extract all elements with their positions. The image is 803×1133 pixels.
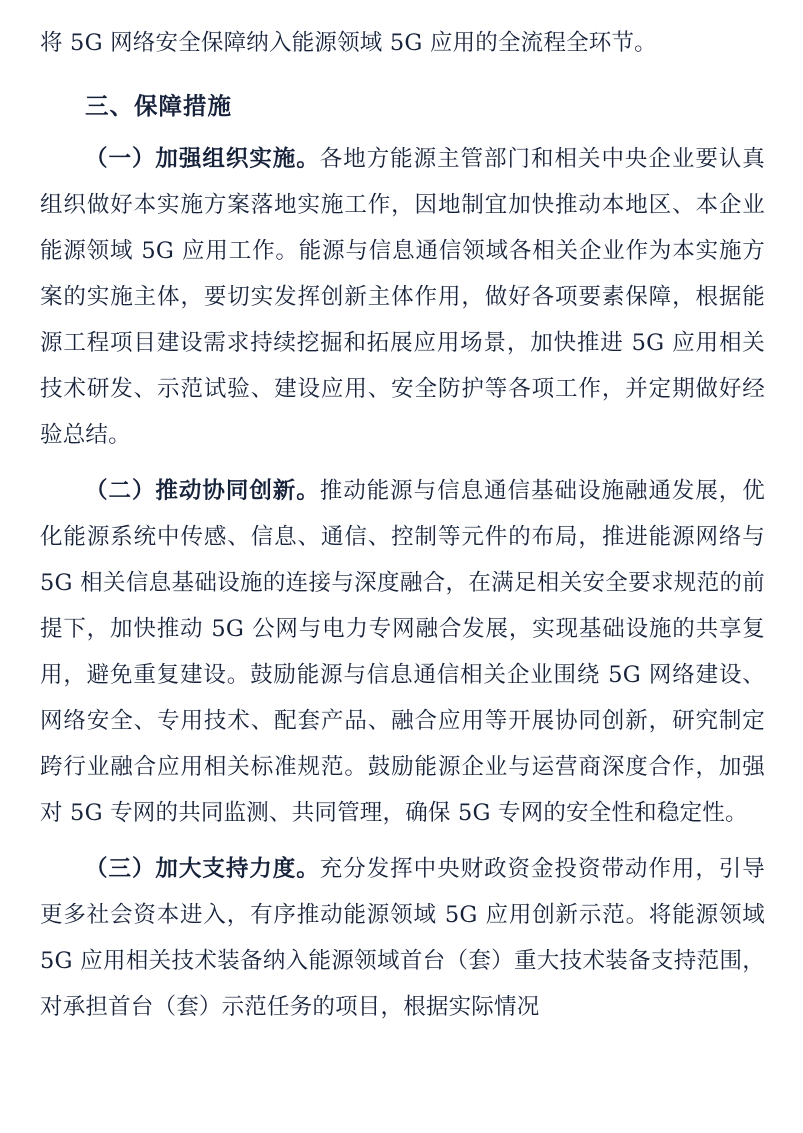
paragraph-item-2-label: （二）推动协同创新。 (85, 478, 320, 504)
continued-paragraph: 将 5G 网络安全保障纳入能源领域 5G 应用的全流程全环节。 (40, 30, 657, 56)
paragraph-item-1-text: 各地方能源主管部门和相关中央企业要认真组织做好本实施方案落地实施工作，因地制宜加快推动本地区、本企业能源领域 5G 应用工作。能源与信息通信领域各相关企业作为本实施方案的实施主体，要切实发挥创新主体作用，做好各项要素保障，根据能源工程项目建设需求持续挖掘和拓展应用场景，加快推进 5G 应用相关技术研发、示范试验、建设应用、安全防护等各项工作，并定期做好经验总结。 (40, 146, 765, 448)
paragraph-item-3 (40, 846, 765, 1030)
paragraph-item-3-label: （三）加大支持力度。 (85, 856, 320, 882)
paragraph-item-2-text: 推动能源与信息通信基础设施融通发展，优化能源系统中传感、信息、通信、控制等元件的布局，推进能源网络与 5G 相关信息基础设施的连接与深度融合，在满足相关安全要求规范的前提下，加快推动 5G 公网与电力专网融合发展，实现基础设施的共享复用，避免重复建设。鼓励能源与信息通信相关企业围绕 5G 网络建设、网络安全、专用技术、配套产品、融合应用等开展协同创新，研究制定跨行业融合应用相关标准规范。鼓励能源企业与运营商深度合作，加强对 5G 专网的共同监测、共同管理，确保 5G 专网的安全性和稳定性。 (40, 478, 765, 826)
paragraph-item-3-text: 充分发挥中央财政资金投资带动作用，引导更多社会资本进入，有序推动能源领域 5G 应用创新示范。将能源领域 5G 应用相关技术装备纳入能源领域首台（套）重大技术装备支持范围，对承担首台（套）示范任务的项目，根据实际情况 (40, 856, 765, 1020)
document-body (40, 20, 765, 1030)
paragraph-item-1 (40, 136, 765, 458)
section-heading: 三、保障措施 (85, 92, 232, 120)
paragraph-item-1-label: （一）加强组织实施。 (85, 146, 320, 172)
paragraph-item-2 (40, 468, 765, 836)
